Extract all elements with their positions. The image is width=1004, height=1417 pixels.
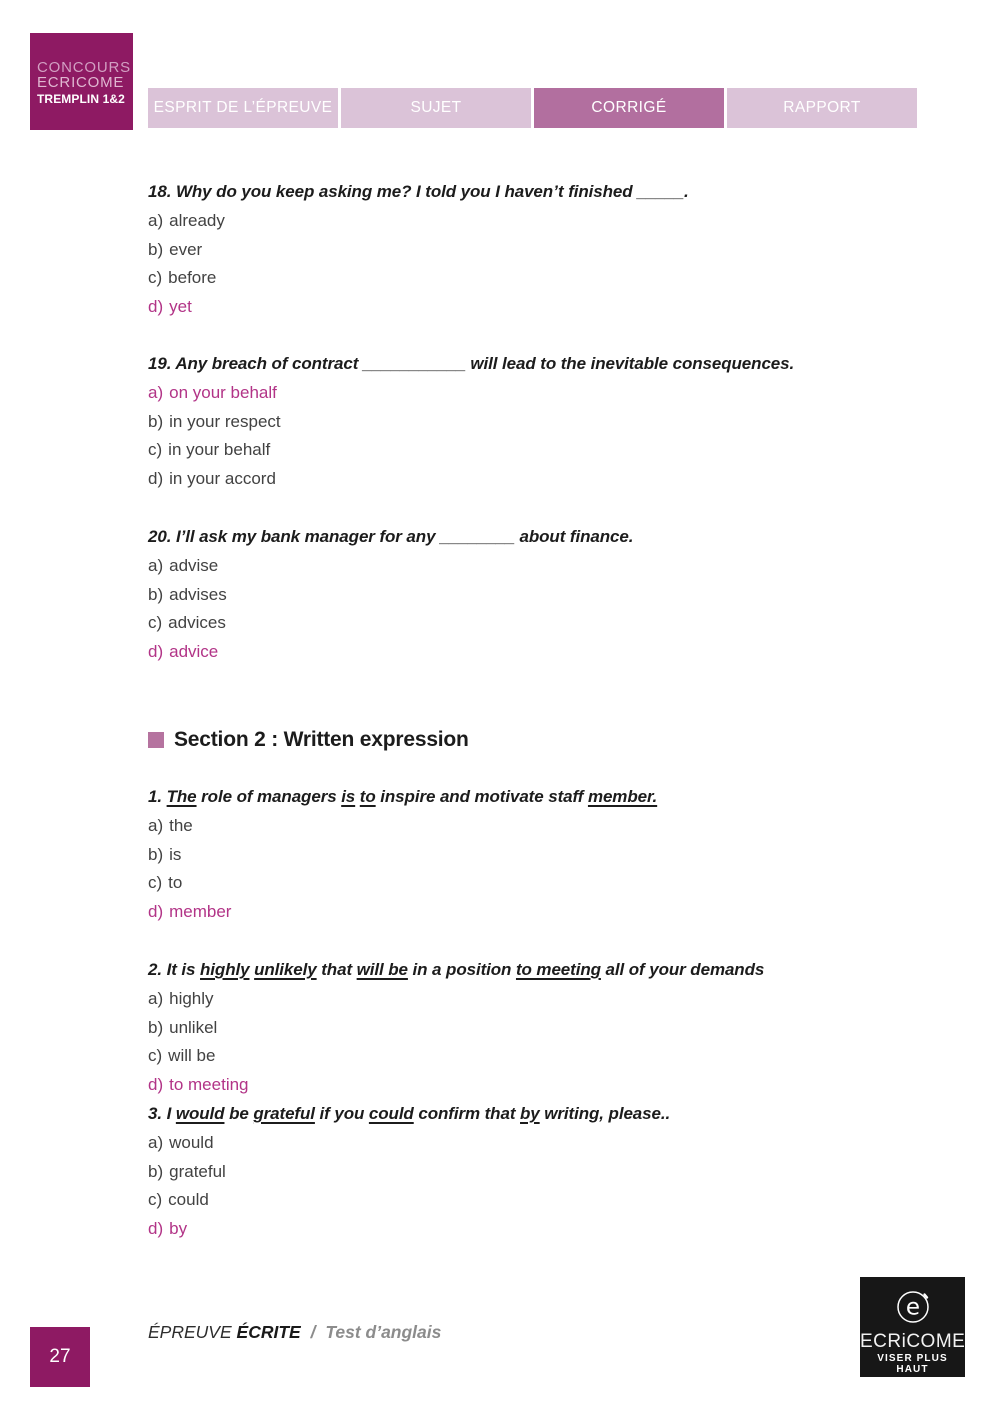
question-20-option-d bbox=[148, 638, 908, 667]
prompt-segment: could bbox=[368, 1104, 414, 1123]
prompt-segment: role of managers bbox=[196, 787, 342, 806]
section-2-heading bbox=[148, 727, 469, 753]
svg-text:e: e bbox=[905, 1294, 920, 1321]
footer-epreuve-line bbox=[148, 1322, 441, 1343]
question-s2-3-prompt bbox=[148, 1100, 908, 1129]
page-number: 27 bbox=[30, 1327, 90, 1387]
question-s2-1-option-a bbox=[148, 812, 908, 841]
prompt-segment: 18. Why do you keep asking me? I told you I haven’t finished _____. bbox=[148, 182, 689, 201]
logo-tremplin-text: TREMPLIN 1&2 bbox=[37, 92, 125, 106]
option-letter: c) bbox=[148, 873, 163, 893]
question-20-option-c bbox=[148, 609, 908, 638]
prompt-segment: by bbox=[520, 1104, 540, 1123]
option-letter: c) bbox=[148, 1190, 163, 1210]
option-letter: d) bbox=[148, 902, 164, 922]
option-text: advice bbox=[169, 642, 219, 662]
question-s2-1-option-d bbox=[148, 898, 908, 927]
question-18-prompt bbox=[148, 178, 908, 207]
prompt-segment: that bbox=[316, 960, 357, 979]
option-text: will be bbox=[168, 1046, 216, 1066]
prompt-segment: to meeting bbox=[515, 960, 601, 979]
question-18 bbox=[148, 178, 908, 322]
question-s2-3-option-b bbox=[148, 1158, 908, 1187]
question-20-option-a bbox=[148, 552, 908, 581]
option-letter: c) bbox=[148, 268, 163, 288]
option-letter: c) bbox=[148, 613, 163, 633]
prompt-segment: would bbox=[175, 1104, 225, 1123]
logo-ecricome-text: ECRICOME bbox=[37, 74, 125, 91]
logo-concours-text: CONCOURS bbox=[37, 59, 131, 76]
option-text: to bbox=[168, 873, 183, 893]
question-19-prompt bbox=[148, 350, 908, 379]
option-text: grateful bbox=[169, 1161, 226, 1181]
option-letter: d) bbox=[148, 297, 164, 317]
prompt-segment: grateful bbox=[253, 1104, 315, 1123]
question-s2-1 bbox=[148, 783, 908, 927]
question-s2-1-option-b bbox=[148, 841, 908, 870]
option-letter: d) bbox=[148, 469, 164, 489]
question-19-option-c bbox=[148, 436, 908, 465]
option-letter: a) bbox=[148, 382, 164, 402]
footer-ecrite: ÉCRITE bbox=[236, 1322, 301, 1342]
option-text: highly bbox=[169, 988, 214, 1008]
option-text: in your behalf bbox=[168, 440, 271, 460]
prompt-segment: unlikely bbox=[254, 960, 317, 979]
question-s2-1-prompt bbox=[148, 783, 908, 812]
question-20 bbox=[148, 523, 908, 667]
option-letter: d) bbox=[148, 642, 164, 662]
option-text: before bbox=[168, 268, 217, 288]
option-text: the bbox=[169, 815, 193, 835]
option-text: ever bbox=[169, 239, 203, 259]
option-letter: b) bbox=[148, 239, 164, 259]
option-text: already bbox=[169, 210, 225, 230]
option-letter: a) bbox=[148, 555, 164, 575]
question-20-prompt bbox=[148, 523, 908, 552]
question-s2-1-option-c bbox=[148, 869, 908, 898]
question-s2-2-option-d bbox=[148, 1071, 908, 1100]
prompt-segment: 19. Any breach of contract ___________ will lead to the inevitable consequences. bbox=[148, 354, 795, 373]
question-s2-2-option-b bbox=[148, 1014, 908, 1043]
question-18-option-d bbox=[148, 293, 908, 322]
question-s2-2-option-c bbox=[148, 1042, 908, 1071]
question-s2-3-option-c bbox=[148, 1186, 908, 1215]
option-text: advices bbox=[168, 613, 226, 633]
option-letter: a) bbox=[148, 210, 164, 230]
tab-rapport[interactable]: RAPPORT bbox=[727, 88, 917, 128]
option-letter: b) bbox=[148, 1161, 164, 1181]
option-letter: a) bbox=[148, 988, 164, 1008]
concours-ecricome-logo bbox=[30, 33, 133, 130]
option-text: yet bbox=[169, 297, 192, 317]
question-18-option-c bbox=[148, 264, 908, 293]
section-title: Section 2 : Written expression bbox=[174, 728, 469, 751]
prompt-segment: is bbox=[341, 787, 356, 806]
prompt-segment: be bbox=[224, 1104, 254, 1123]
question-18-option-b bbox=[148, 236, 908, 265]
option-text: member bbox=[169, 902, 232, 922]
option-text: in your respect bbox=[169, 411, 281, 431]
option-letter: b) bbox=[148, 411, 164, 431]
tab-corrige[interactable]: CORRIGÉ bbox=[534, 88, 724, 128]
question-19 bbox=[148, 350, 908, 494]
footer-epreuve: ÉPREUVE bbox=[148, 1322, 232, 1342]
option-text: is bbox=[169, 844, 182, 864]
option-letter: a) bbox=[148, 1132, 164, 1152]
prompt-segment: 1. bbox=[148, 787, 167, 806]
option-letter: d) bbox=[148, 1219, 164, 1239]
ecricome-logo-tagline: VISER PLUS HAUT bbox=[877, 1353, 948, 1375]
option-text: on your behalf bbox=[169, 382, 277, 402]
document-nav-tabs bbox=[148, 88, 917, 128]
question-s2-3-option-a bbox=[148, 1129, 908, 1158]
option-letter: d) bbox=[148, 1075, 164, 1095]
footer-subject: Test d’anglais bbox=[325, 1322, 442, 1342]
option-text: advise bbox=[169, 555, 219, 575]
question-19-option-b bbox=[148, 408, 908, 437]
option-letter: c) bbox=[148, 440, 163, 460]
prompt-segment: member. bbox=[587, 787, 658, 806]
prompt-segment: The bbox=[166, 787, 197, 806]
option-text: advises bbox=[169, 584, 227, 604]
option-letter: a) bbox=[148, 815, 164, 835]
question-18-option-a bbox=[148, 207, 908, 236]
option-text: to meeting bbox=[169, 1075, 249, 1095]
option-text: could bbox=[168, 1190, 209, 1210]
option-text: unlikel bbox=[169, 1017, 218, 1037]
prompt-segment: 20. I’ll ask my bank manager for any ________ about finance. bbox=[148, 527, 634, 546]
prompt-segment: will be bbox=[356, 960, 408, 979]
option-letter: b) bbox=[148, 1017, 164, 1037]
prompt-segment: to bbox=[359, 787, 376, 806]
prompt-segment: in a position bbox=[407, 960, 516, 979]
footer-separator: / bbox=[310, 1322, 316, 1342]
question-19-option-a bbox=[148, 379, 908, 408]
question-s2-2 bbox=[148, 956, 908, 1100]
prompt-segment: confirm that bbox=[413, 1104, 521, 1123]
prompt-segment: 2. It is bbox=[148, 960, 201, 979]
question-s2-3 bbox=[148, 1100, 908, 1244]
option-letter: b) bbox=[148, 844, 164, 864]
prompt-segment: writing, please.. bbox=[539, 1104, 671, 1123]
tab-sujet[interactable]: SUJET bbox=[341, 88, 531, 128]
prompt-segment: all of your demands bbox=[600, 960, 765, 979]
question-s2-2-prompt bbox=[148, 956, 908, 985]
prompt-segment: highly bbox=[200, 960, 250, 979]
prompt-segment: inspire and motivate staff bbox=[375, 787, 588, 806]
question-s2-2-option-a bbox=[148, 985, 908, 1014]
question-19-option-d bbox=[148, 465, 908, 494]
tab-esprit-de-lepreuve[interactable]: ESPRIT DE L’ÉPREUVE bbox=[148, 88, 338, 128]
section-bullet-icon bbox=[148, 732, 164, 748]
question-s2-3-option-d bbox=[148, 1215, 908, 1244]
ecricome-logo-name: ECRiCOME bbox=[860, 1331, 966, 1352]
ecricome-emblem-icon bbox=[892, 1285, 934, 1327]
ecricome-logo bbox=[860, 1277, 965, 1377]
option-letter: b) bbox=[148, 584, 164, 604]
prompt-segment: if you bbox=[314, 1104, 369, 1123]
prompt-segment: 3. I bbox=[148, 1104, 176, 1123]
option-text: would bbox=[169, 1132, 214, 1152]
option-text: in your accord bbox=[169, 469, 276, 489]
option-text: by bbox=[169, 1219, 188, 1239]
option-letter: c) bbox=[148, 1046, 163, 1066]
question-20-option-b bbox=[148, 581, 908, 610]
